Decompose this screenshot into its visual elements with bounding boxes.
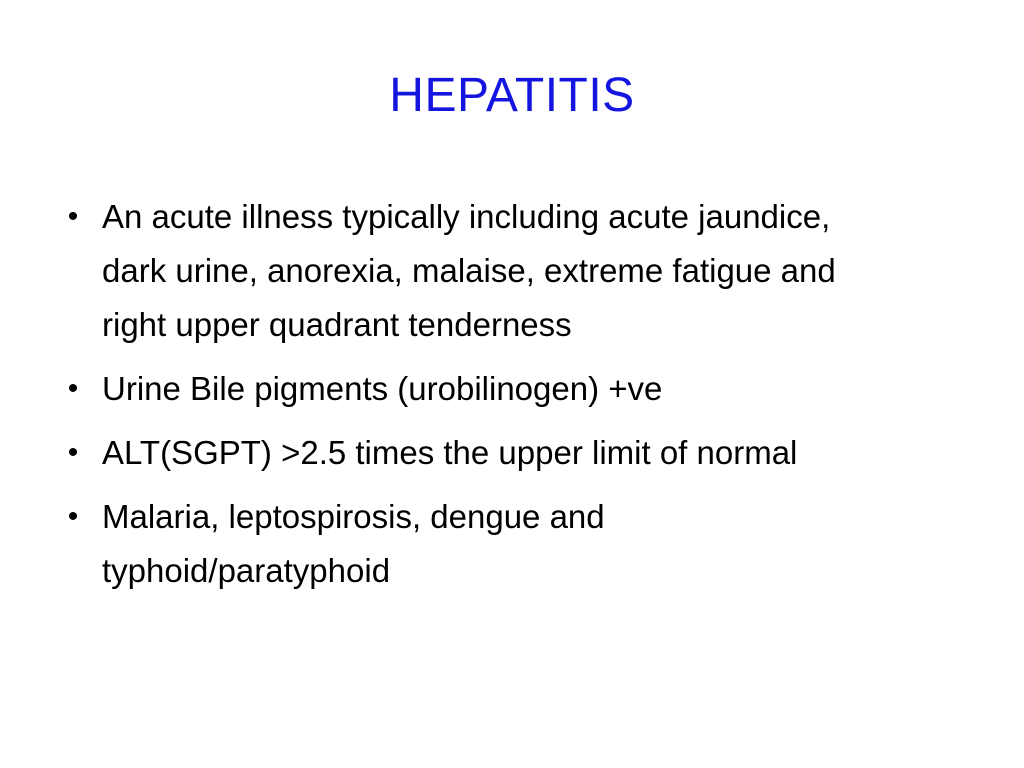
bullet-icon: • <box>67 200 79 233</box>
bullet-text: Malaria, leptospirosis, dengue and typhoid/paratyphoid <box>102 498 605 589</box>
bullet-text: Urine Bile pigments (urobilinogen) +ve <box>102 370 663 407</box>
bullet-icon: • <box>67 372 79 405</box>
bullet-list <box>60 190 890 608</box>
bullet-item <box>60 362 890 416</box>
slide-title: HEPATITIS <box>389 69 635 122</box>
bullet-icon: • <box>67 500 79 533</box>
bullet-text: ALT(SGPT) >2.5 times the upper limit of normal <box>102 434 798 471</box>
bullet-item <box>60 490 890 598</box>
bullet-text: An acute illness typically including acute jaundice, dark urine, anorexia, malaise, extreme fatigue and right upper quadrant tenderness <box>102 198 836 343</box>
bullet-item <box>60 426 890 480</box>
bullet-icon: • <box>67 436 79 469</box>
bullet-item <box>60 190 890 352</box>
